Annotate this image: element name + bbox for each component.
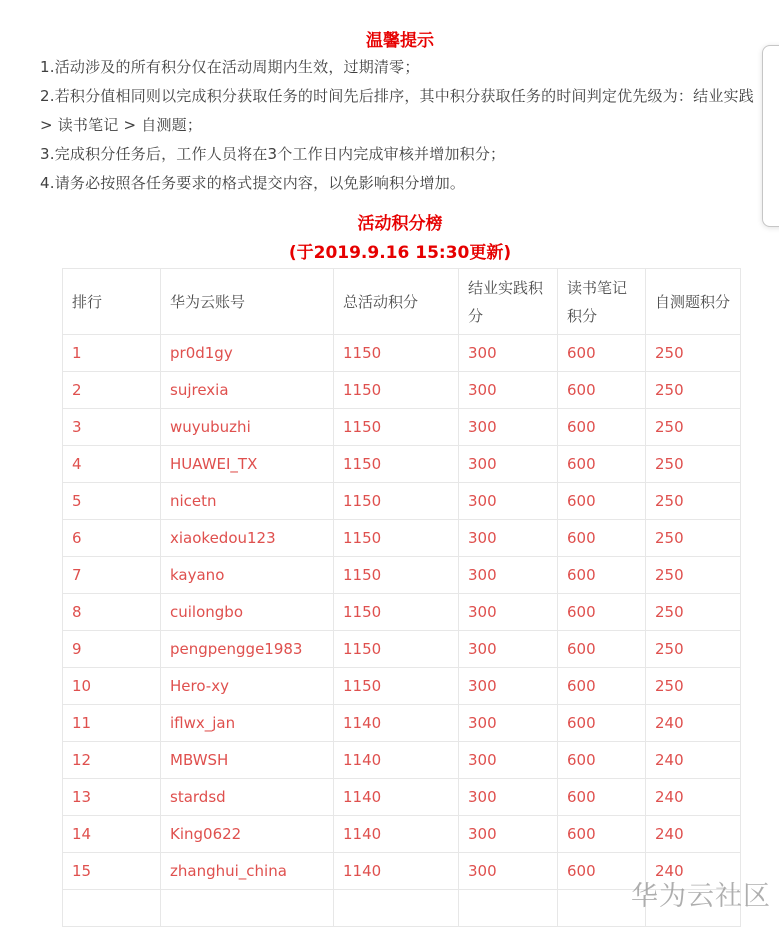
table-cell: zhanghui_china — [161, 853, 334, 890]
table-cell: MBWSH — [161, 742, 334, 779]
table-cell: HUAWEI_TX — [161, 446, 334, 483]
table-cell: 600 — [558, 409, 646, 446]
table-cell: 1140 — [334, 816, 459, 853]
table-cell: 14 — [63, 816, 161, 853]
table-cell — [63, 890, 161, 927]
table-cell: 250 — [646, 594, 741, 631]
table-cell: 250 — [646, 668, 741, 705]
table-cell: 600 — [558, 483, 646, 520]
table-cell — [646, 890, 741, 927]
table-cell: 300 — [459, 446, 558, 483]
table-cell: 240 — [646, 742, 741, 779]
table-cell: 600 — [558, 631, 646, 668]
scrollbar-thumb[interactable] — [762, 45, 779, 227]
table-cell: 300 — [459, 668, 558, 705]
table-cell: 240 — [646, 816, 741, 853]
table-cell: 1140 — [334, 742, 459, 779]
table-cell: 300 — [459, 372, 558, 409]
table-cell: 250 — [646, 483, 741, 520]
col-header-practice-points: 结业实践积分 — [459, 269, 558, 335]
table-row-partial — [63, 890, 741, 927]
watermark: 华为云社区 — [631, 881, 771, 912]
table-row — [63, 372, 741, 409]
table-row — [63, 705, 741, 742]
table-cell: 1 — [63, 335, 161, 372]
table-cell: 600 — [558, 742, 646, 779]
table-cell: 300 — [459, 409, 558, 446]
table-cell: 250 — [646, 631, 741, 668]
table-cell: 1150 — [334, 409, 459, 446]
table-cell: 600 — [558, 520, 646, 557]
table-cell: 9 — [63, 631, 161, 668]
table-cell: 1150 — [334, 372, 459, 409]
table-cell: 1140 — [334, 705, 459, 742]
table-cell: 600 — [558, 705, 646, 742]
table-cell: 300 — [459, 816, 558, 853]
table-cell: 10 — [63, 668, 161, 705]
table-cell: 240 — [646, 853, 741, 890]
leaderboard-update-time: (于2019.9.16 15:30更新) — [288, 243, 512, 263]
tips-list — [40, 53, 760, 198]
tip-item-3: 3.完成积分任务后，工作人员将在3个工作日内完成审核并增加积分； — [40, 145, 506, 163]
table-cell: 8 — [63, 594, 161, 631]
table-cell: 1150 — [334, 631, 459, 668]
table-row — [63, 520, 741, 557]
table-cell: 300 — [459, 705, 558, 742]
table-cell: 240 — [646, 779, 741, 816]
table-cell: 300 — [459, 335, 558, 372]
tip-item-2: 2.若积分值相同则以完成积分获取任务的时间先后排序，其中积分获取任务的时间判定优先级为：结业实践 > 读书笔记 > 自测题； — [40, 87, 754, 134]
col-header-total-points: 总活动积分 — [334, 269, 459, 335]
table-row — [63, 668, 741, 705]
table-cell: 2 — [63, 372, 161, 409]
table-row — [63, 594, 741, 631]
table-cell: 12 — [63, 742, 161, 779]
table-cell: 1150 — [334, 557, 459, 594]
table-cell: pengpengge1983 — [161, 631, 334, 668]
table-cell: 15 — [63, 853, 161, 890]
table-cell: King0622 — [161, 816, 334, 853]
table-cell: 300 — [459, 594, 558, 631]
table-cell: 1150 — [334, 483, 459, 520]
table-cell: 600 — [558, 594, 646, 631]
table-cell — [558, 890, 646, 927]
table-cell: cuilongbo — [161, 594, 334, 631]
table-row — [63, 557, 741, 594]
table-cell: 250 — [646, 335, 741, 372]
table-cell: 250 — [646, 409, 741, 446]
leaderboard-title: 活动积分榜 — [357, 214, 443, 234]
table-header-row — [63, 269, 741, 335]
table-cell: 4 — [63, 446, 161, 483]
col-header-quiz-points: 自测题积分 — [646, 269, 741, 335]
table-cell: 300 — [459, 853, 558, 890]
table-cell: 250 — [646, 372, 741, 409]
table-row — [63, 335, 741, 372]
table-cell: wuyubuzhi — [161, 409, 334, 446]
tips-title: 温馨提示 — [366, 31, 434, 51]
table-row — [63, 853, 741, 890]
table-cell: 1150 — [334, 520, 459, 557]
table-cell: 1150 — [334, 594, 459, 631]
table-cell: 300 — [459, 631, 558, 668]
table-cell: 300 — [459, 557, 558, 594]
col-header-notes-points: 读书笔记积分 — [558, 269, 646, 335]
table-cell — [459, 890, 558, 927]
table-cell: 250 — [646, 446, 741, 483]
table-cell: sujrexia — [161, 372, 334, 409]
tip-item-1: 1.活动涉及的所有积分仅在活动周期内生效，过期清零； — [40, 58, 420, 76]
table-cell — [334, 890, 459, 927]
table-cell: 600 — [558, 779, 646, 816]
table-row — [63, 409, 741, 446]
table-cell: 600 — [558, 668, 646, 705]
post-content — [40, 32, 760, 927]
table-cell: 3 — [63, 409, 161, 446]
table-row — [63, 779, 741, 816]
table-cell: Hero-xy — [161, 668, 334, 705]
table-cell: pr0d1gy — [161, 335, 334, 372]
table-cell: 300 — [459, 483, 558, 520]
table-cell: 1140 — [334, 779, 459, 816]
table-cell: 11 — [63, 705, 161, 742]
table-cell: 300 — [459, 779, 558, 816]
tip-item-4: 4.请务必按照各任务要求的格式提交内容，以免影响积分增加。 — [40, 174, 466, 192]
table-cell: 250 — [646, 557, 741, 594]
table-cell: nicetn — [161, 483, 334, 520]
table-cell — [161, 890, 334, 927]
col-header-account: 华为云账号 — [161, 269, 334, 335]
col-header-rank: 排行 — [63, 269, 161, 335]
leaderboard-table — [62, 268, 741, 927]
table-row — [63, 483, 741, 520]
table-cell: 600 — [558, 853, 646, 890]
table-cell: 1150 — [334, 335, 459, 372]
table-cell: 250 — [646, 520, 741, 557]
table-cell: 7 — [63, 557, 161, 594]
table-cell: 240 — [646, 705, 741, 742]
table-row — [63, 816, 741, 853]
table-cell: xiaokedou123 — [161, 520, 334, 557]
table-cell: 600 — [558, 557, 646, 594]
table-cell: 1150 — [334, 668, 459, 705]
table-cell: 13 — [63, 779, 161, 816]
table-cell: 1150 — [334, 446, 459, 483]
table-cell: 300 — [459, 520, 558, 557]
table-cell: 600 — [558, 372, 646, 409]
table-cell: iflwx_jan — [161, 705, 334, 742]
table-cell: 5 — [63, 483, 161, 520]
table-cell: stardsd — [161, 779, 334, 816]
table-cell: 300 — [459, 742, 558, 779]
table-cell: kayano — [161, 557, 334, 594]
table-cell: 600 — [558, 816, 646, 853]
table-row — [63, 742, 741, 779]
table-row — [63, 446, 741, 483]
table-cell: 600 — [558, 335, 646, 372]
table-cell: 6 — [63, 520, 161, 557]
table-cell: 1140 — [334, 853, 459, 890]
table-cell: 600 — [558, 446, 646, 483]
table-row — [63, 631, 741, 668]
